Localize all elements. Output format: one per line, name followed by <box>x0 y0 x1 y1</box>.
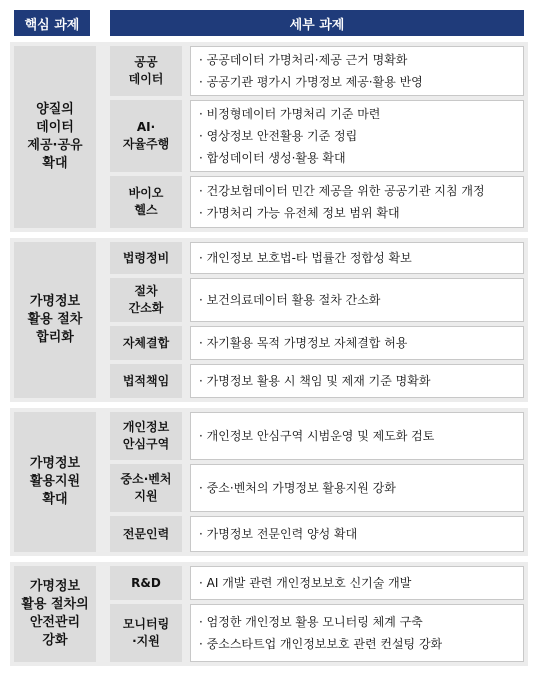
detail-item: · 가명정보 활용 시 책임 및 제재 기준 명확화 <box>199 370 523 392</box>
detail-item: · 가명처리 가능 유전체 정보 범위 확대 <box>199 202 523 224</box>
detail-item: · 개인정보 안심구역 시범운영 및 제도화 검토 <box>199 425 523 447</box>
detail-item: · 자기활용 목적 가명정보 자체결합 허용 <box>199 332 523 354</box>
detail-item: · 중소·벤처의 가명정보 활용지원 강화 <box>199 477 523 499</box>
detail-box <box>190 566 524 600</box>
detail-item: · 공공기관 평가시 가명정보 제공·활용 반영 <box>199 71 523 93</box>
sub-task-label: AI· 자율주행 <box>110 100 182 172</box>
header-detail-task: 세부 과제 <box>110 10 524 36</box>
table-row <box>110 100 524 172</box>
detail-item: · 가명정보 전문인력 양성 확대 <box>199 523 523 545</box>
detail-box <box>190 604 524 662</box>
detail-box <box>190 516 524 552</box>
detail-box <box>190 176 524 228</box>
sub-task-label: 전문인력 <box>110 516 182 552</box>
detail-item: · 엄정한 개인정보 활용 모니터링 체계 구축 <box>199 611 523 633</box>
table-row <box>110 46 524 96</box>
table-row <box>110 604 524 662</box>
detail-box <box>190 100 524 172</box>
table-row <box>110 566 524 600</box>
sub-task-label: R&D <box>110 566 182 600</box>
sub-task-label: 중소·벤처 지원 <box>110 464 182 512</box>
detail-item: · 공공데이터 가명처리·제공 근거 명확화 <box>199 49 523 71</box>
sub-task-label: 법적책임 <box>110 364 182 398</box>
group-label: 가명정보 활용 절차 합리화 <box>14 242 96 398</box>
detail-box <box>190 412 524 460</box>
detail-item: · 영상정보 안전활용 기준 정립 <box>199 125 523 147</box>
detail-item: · 중소스타트업 개인정보보호 관련 컨설팅 강화 <box>199 633 523 655</box>
detail-box <box>190 278 524 322</box>
sub-task-label: 자체결합 <box>110 326 182 360</box>
table-row <box>110 176 524 228</box>
detail-item: · 합성데이터 생성·활용 확대 <box>199 147 523 169</box>
detail-box <box>190 242 524 274</box>
table-row <box>110 326 524 360</box>
sub-task-label: 법령정비 <box>110 242 182 274</box>
table-row <box>110 412 524 460</box>
detail-item: · 건강보험데이터 민간 제공을 위한 공공기관 지침 개정 <box>199 180 523 202</box>
header-core-task: 핵심 과제 <box>14 10 90 36</box>
sub-task-label: 절차 간소화 <box>110 278 182 322</box>
table-row <box>110 364 524 398</box>
detail-item: · 보건의료데이터 활용 절차 간소화 <box>199 289 523 311</box>
detail-box <box>190 326 524 360</box>
sub-task-label: 바이오 헬스 <box>110 176 182 228</box>
sub-task-label: 공공 데이터 <box>110 46 182 96</box>
detail-box <box>190 464 524 512</box>
table-row <box>110 516 524 552</box>
detail-item: · 비정형데이터 가명처리 기준 마련 <box>199 103 523 125</box>
detail-item: · AI 개발 관련 개인정보보호 신기술 개발 <box>199 572 523 594</box>
detail-box <box>190 46 524 96</box>
detail-item: · 개인정보 보호법-타 법률간 정합성 확보 <box>199 247 523 269</box>
group-label: 가명정보 활용 절차의 안전관리 강화 <box>14 566 96 662</box>
group-label: 가명정보 활용지원 확대 <box>14 412 96 552</box>
table-row <box>110 464 524 512</box>
table-row <box>110 242 524 274</box>
table-row <box>110 278 524 322</box>
sub-task-label: 모니터링 ·지원 <box>110 604 182 662</box>
sub-task-label: 개인정보 안심구역 <box>110 412 182 460</box>
detail-box <box>190 364 524 398</box>
group-label: 양질의 데이터 제공·공유 확대 <box>14 46 96 228</box>
